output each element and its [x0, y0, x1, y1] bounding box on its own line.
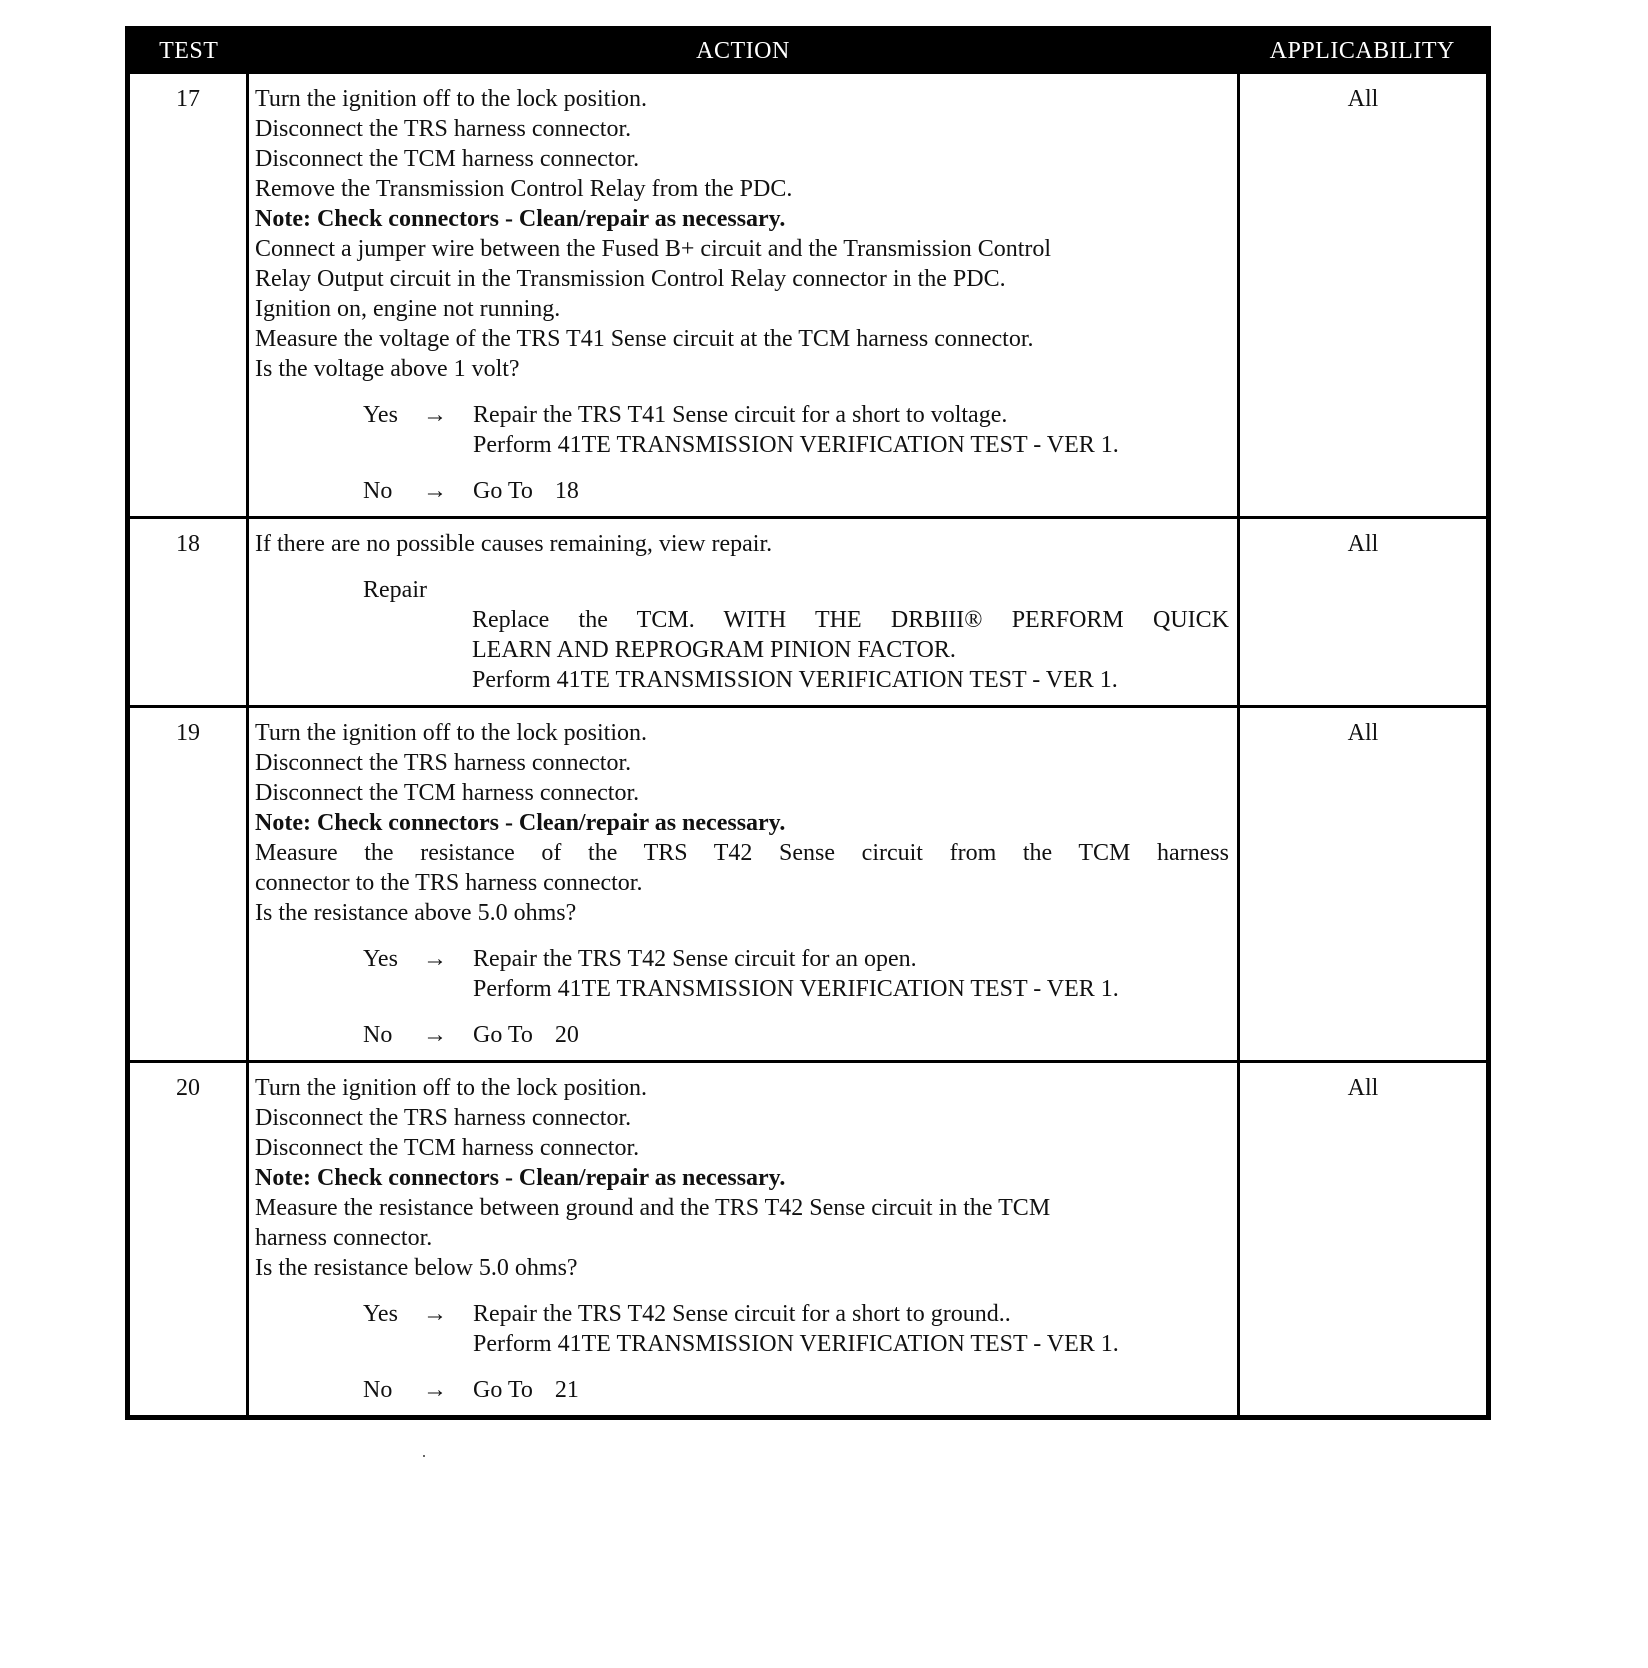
action-line: Disconnect the TCM harness connector. — [255, 780, 640, 806]
action-cell — [248, 707, 1239, 1062]
question-line: Is the resistance below 5.0 ohms? — [255, 1255, 578, 1281]
arrow-icon: → — [423, 402, 447, 428]
repair-body — [472, 605, 1229, 695]
table-row — [128, 707, 1489, 1062]
goto-label: Go To — [473, 1022, 533, 1048]
arrow-icon: → — [423, 1377, 447, 1403]
table-row — [128, 518, 1489, 707]
note-line: Note: Check connectors - Clean/repair as necessary. — [255, 206, 786, 232]
action-line: harness connector. — [255, 1225, 433, 1251]
no-result — [363, 476, 1229, 506]
action-line: Disconnect the TRS harness connector. — [255, 116, 632, 142]
test-number: 17 — [128, 73, 248, 518]
action-line: Disconnect the TRS harness connector. — [255, 750, 632, 776]
arrow-icon: → — [423, 1301, 447, 1327]
action-line: Turn the ignition off to the lock position. — [255, 86, 648, 112]
table-row — [128, 1062, 1489, 1418]
arrow-icon: → — [423, 478, 447, 504]
yes-text: Repair the TRS T41 Sense circuit for a short to voltage. — [473, 402, 1008, 428]
goto-target: 20 — [554, 1022, 579, 1048]
arrow-icon: → — [423, 1022, 447, 1048]
no-label: No — [363, 478, 393, 504]
goto-label: Go To — [473, 1377, 533, 1403]
test-number: 18 — [128, 518, 248, 707]
applicability-cell: All — [1239, 73, 1489, 518]
yes-text: Repair the TRS T42 Sense circuit for an open. — [473, 946, 917, 972]
no-result — [363, 1020, 1229, 1050]
no-label: No — [363, 1377, 393, 1403]
action-line: Measure the resistance of the TRS T42 Sense circuit from the TCM harness — [255, 840, 1229, 866]
action-line: Disconnect the TRS harness connector. — [255, 1105, 632, 1131]
action-cell — [248, 73, 1239, 518]
goto-label: Go To — [473, 478, 533, 504]
no-label: No — [363, 1022, 393, 1048]
test-number: 19 — [128, 707, 248, 1062]
action-line: Ignition on, engine not running. — [255, 296, 561, 322]
action-line: connector to the TRS harness connector. — [255, 870, 643, 896]
action-cell — [248, 518, 1239, 707]
yes-result — [363, 400, 1229, 460]
action-line: Turn the ignition off to the lock position. — [255, 1075, 648, 1101]
header-applicability: APPLICABILITY — [1239, 29, 1489, 73]
action-line: Remove the Transmission Control Relay from the PDC. — [255, 176, 793, 202]
note-line: Note: Check connectors - Clean/repair as necessary. — [255, 1165, 786, 1191]
question-line: Is the voltage above 1 volt? — [255, 356, 520, 382]
test-number: 20 — [128, 1062, 248, 1418]
applicability-cell: All — [1239, 1062, 1489, 1418]
yes-result — [363, 1299, 1229, 1359]
action-line: Measure the voltage of the TRS T41 Sense circuit at the TCM harness connector. — [255, 326, 1034, 352]
repair-text: Replace the TCM. WITH THE DRBIII® PERFORM QUICK — [472, 607, 1229, 633]
action-cell — [248, 1062, 1239, 1418]
table-row — [128, 73, 1489, 518]
repair-text: LEARN AND REPROGRAM PINION FACTOR. — [472, 637, 956, 663]
yes-text: Perform 41TE TRANSMISSION VERIFICATION TEST - VER 1. — [473, 432, 1119, 458]
yes-result — [363, 944, 1229, 1004]
action-line: Disconnect the TCM harness connector. — [255, 146, 640, 172]
header-test: TEST — [128, 29, 248, 73]
note-line: Note: Check connectors - Clean/repair as necessary. — [255, 810, 786, 836]
action-line: Turn the ignition off to the lock position. — [255, 720, 648, 746]
action-line: Connect a jumper wire between the Fused B+ circuit and the Transmission Control — [255, 236, 1052, 262]
header-action: ACTION — [248, 29, 1239, 73]
goto-target: 18 — [554, 478, 579, 504]
applicability-cell: All — [1239, 707, 1489, 1062]
action-line: Relay Output circuit in the Transmission Control Relay connector in the PDC. — [255, 266, 1006, 292]
yes-label: Yes — [363, 946, 398, 972]
question-line: Is the resistance above 5.0 ohms? — [255, 900, 577, 926]
goto-target: 21 — [554, 1377, 579, 1403]
diagnostic-test-table — [125, 26, 1491, 1420]
repair-text: Perform 41TE TRANSMISSION VERIFICATION TEST - VER 1. — [472, 667, 1118, 693]
action-line: Measure the resistance between ground and the TRS T42 Sense circuit in the TCM — [255, 1195, 1051, 1221]
yes-text: Perform 41TE TRANSMISSION VERIFICATION TEST - VER 1. — [473, 1331, 1119, 1357]
yes-label: Yes — [363, 402, 398, 428]
arrow-icon: → — [423, 946, 447, 972]
action-line: If there are no possible causes remaining, view repair. — [255, 531, 773, 557]
table-header-row — [128, 29, 1489, 73]
yes-text: Repair the TRS T42 Sense circuit for a short to ground.. — [473, 1301, 1011, 1327]
no-result — [363, 1375, 1229, 1405]
scan-speck — [423, 1455, 425, 1457]
applicability-cell: All — [1239, 518, 1489, 707]
yes-text: Perform 41TE TRANSMISSION VERIFICATION TEST - VER 1. — [473, 976, 1119, 1002]
yes-label: Yes — [363, 1301, 398, 1327]
action-line: Disconnect the TCM harness connector. — [255, 1135, 640, 1161]
repair-label: Repair — [363, 577, 427, 603]
